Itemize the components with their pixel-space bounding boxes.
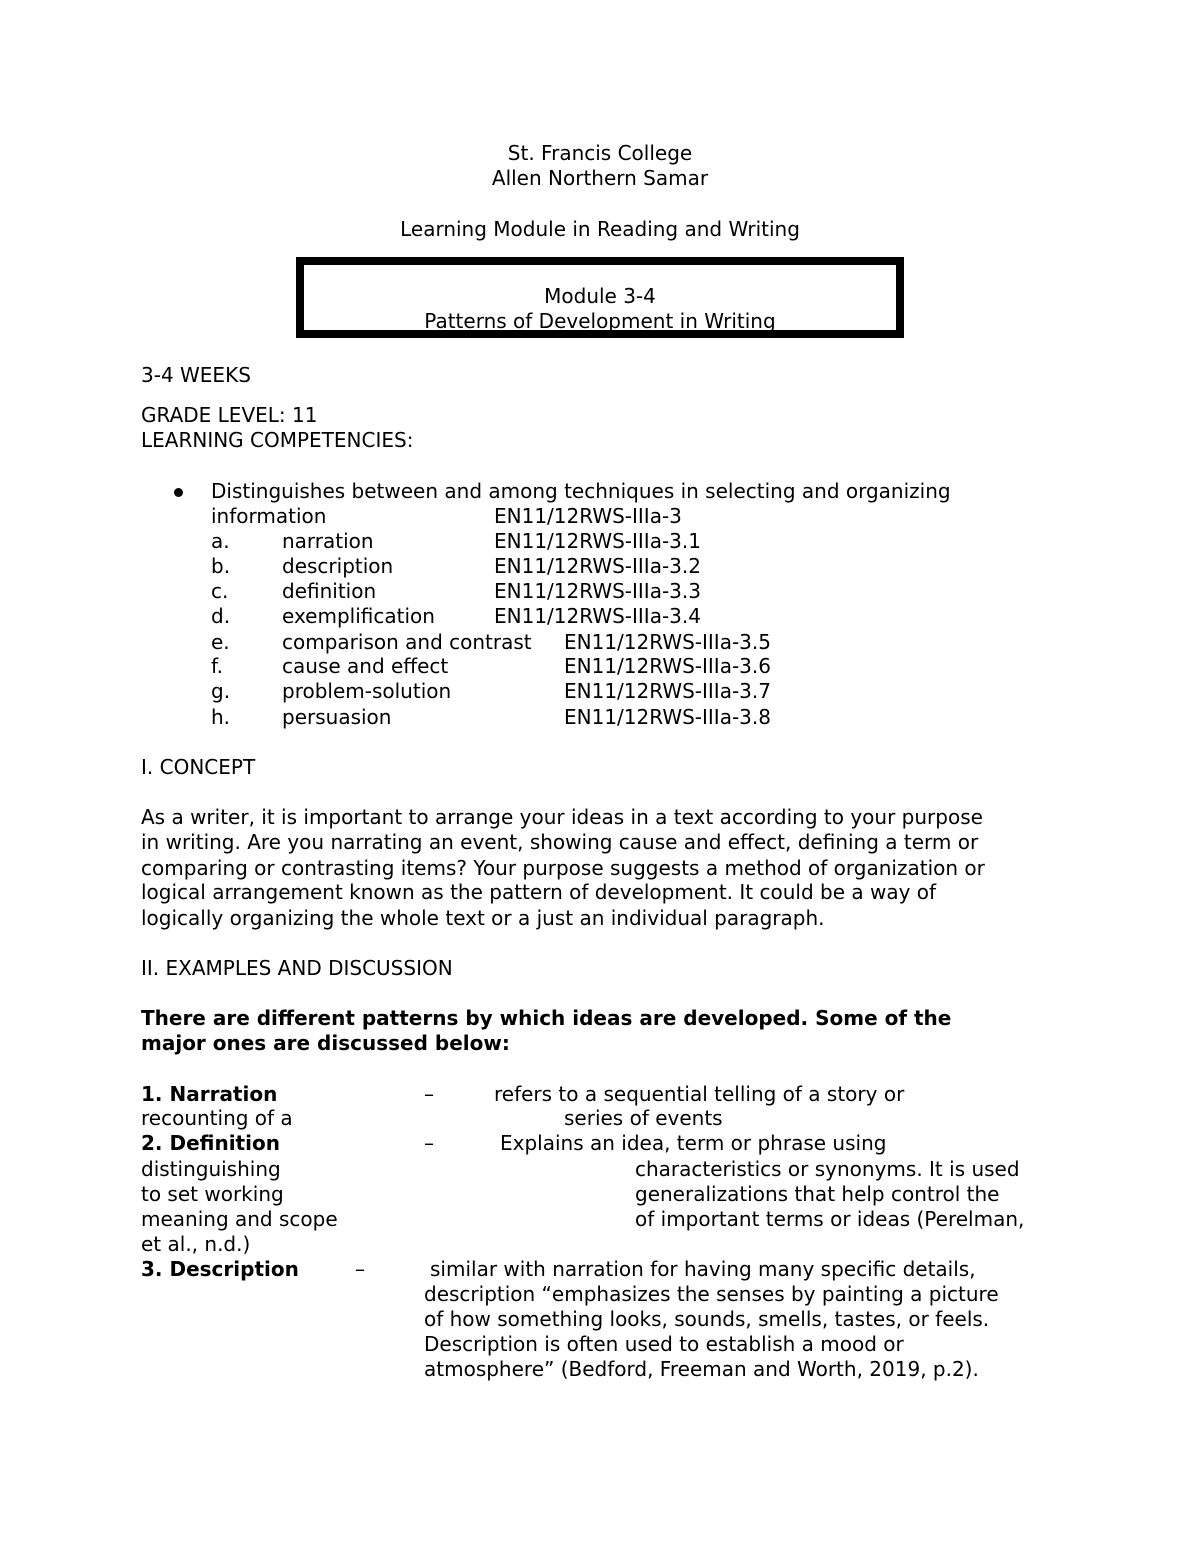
concept-paragraph-line: logical arrangement known as the pattern of development. It could be a way of (141, 880, 937, 904)
item-code: EN11/12RWS-IIIa-3.8 (564, 705, 771, 729)
concept-paragraph-line: As a writer, it is important to arrange your ideas in a text according to your purpose (141, 805, 983, 829)
definition-definition-cont: of important terms or ideas (Perelman, (635, 1207, 1025, 1231)
item-letter: b. (211, 554, 231, 578)
item-label: comparison and contrast (282, 630, 532, 654)
examples-intro: There are different patterns by which ideas are developed. Some of the (141, 1006, 952, 1030)
narration-dash: – (424, 1082, 434, 1106)
item-code: EN11/12RWS-IIIa-3.1 (494, 529, 701, 553)
description-definition: similar with narration for having many specific details, (430, 1257, 976, 1281)
narration-definition-cont: series of events (564, 1106, 723, 1130)
school-name: St. Francis College (507, 141, 693, 165)
item-code: EN11/12RWS-IIIa-3.5 (564, 630, 771, 654)
narration-definition-left: recounting of a (141, 1106, 293, 1130)
item-code: EN11/12RWS-IIIa-3.2 (494, 554, 701, 578)
description-definition-cont: atmosphere” (Bedford, Freeman and Worth, 2019, p.2). (424, 1357, 979, 1381)
item-label: narration (282, 529, 374, 553)
item-label: definition (282, 579, 377, 603)
definition-dash: – (424, 1131, 434, 1155)
module-title: Patterns of Development in Writing (424, 309, 776, 333)
item-letter: e. (211, 630, 230, 654)
item-label: problem-solution (282, 679, 452, 703)
item-label: persuasion (282, 705, 392, 729)
concept-paragraph-line: logically organizing the whole text or a just an individual paragraph. (141, 906, 825, 930)
item-letter: c. (211, 579, 229, 603)
item-letter: g. (211, 679, 231, 703)
definition-left-text: et al., n.d.) (141, 1232, 251, 1256)
description-definition-cont: Description is often used to establish a mood or (424, 1332, 904, 1356)
definition-left-text: meaning and scope (141, 1207, 338, 1231)
item-label: cause and effect (282, 654, 449, 678)
item-letter: h. (211, 705, 231, 729)
module-subject: Learning Module in Reading and Writing (400, 217, 800, 241)
school-location: Allen Northern Samar (491, 166, 709, 190)
module-title-box (296, 257, 904, 338)
narration-definition: refers to a sequential telling of a story or (494, 1082, 905, 1106)
item-code: EN11/12RWS-IIIa-3.4 (494, 604, 701, 628)
item-letter: d. (211, 604, 231, 628)
examples-heading: II. EXAMPLES AND DISCUSSION (141, 956, 453, 980)
item-code: EN11/12RWS-IIIa-3.3 (494, 579, 701, 603)
competency-main-text: Distinguishes between and among techniques in selecting and organizing (211, 479, 951, 503)
concept-heading: I. CONCEPT (141, 755, 256, 779)
definition-term: 2. Definition (141, 1131, 280, 1155)
item-code: EN11/12RWS-IIIa-3.6 (564, 654, 771, 678)
item-letter: a. (211, 529, 230, 553)
item-code: EN11/12RWS-IIIa-3.7 (564, 679, 771, 703)
definition-definition-cont: characteristics or synonyms. It is used (635, 1157, 1020, 1181)
description-definition-cont: of how something looks, sounds, smells, tastes, or feels. (424, 1307, 990, 1331)
definition-left-text: to set working (141, 1182, 284, 1206)
description-term: 3. Description (141, 1257, 299, 1281)
examples-intro-cont: major ones are discussed below: (141, 1031, 510, 1055)
weeks-label: 3-4 WEEKS (141, 363, 251, 387)
module-number: Module 3-4 (544, 284, 656, 308)
item-letter: f. (211, 654, 223, 678)
competencies-heading: LEARNING COMPETENCIES: (141, 428, 414, 452)
competency-main-text-cont: information (211, 504, 327, 528)
definition-definition: Explains an idea, term or phrase using (500, 1131, 887, 1155)
concept-paragraph-line: in writing. Are you narrating an event, showing cause and effect, defining a term or (141, 830, 979, 854)
bullet-icon (174, 488, 183, 497)
item-label: description (282, 554, 394, 578)
competency-main-code: EN11/12RWS-IIIa-3 (494, 504, 682, 528)
narration-term: 1. Narration (141, 1082, 278, 1106)
concept-paragraph-line: comparing or contrasting items? Your purpose suggests a method of organization or (141, 856, 985, 880)
definition-definition-cont: generalizations that help control the (635, 1182, 1000, 1206)
definition-left-text: distinguishing (141, 1157, 281, 1181)
grade-level: GRADE LEVEL: 11 (141, 403, 318, 427)
item-label: exemplification (282, 604, 435, 628)
description-definition-cont: description “emphasizes the senses by painting a picture (424, 1282, 999, 1306)
description-dash: – (355, 1257, 365, 1281)
